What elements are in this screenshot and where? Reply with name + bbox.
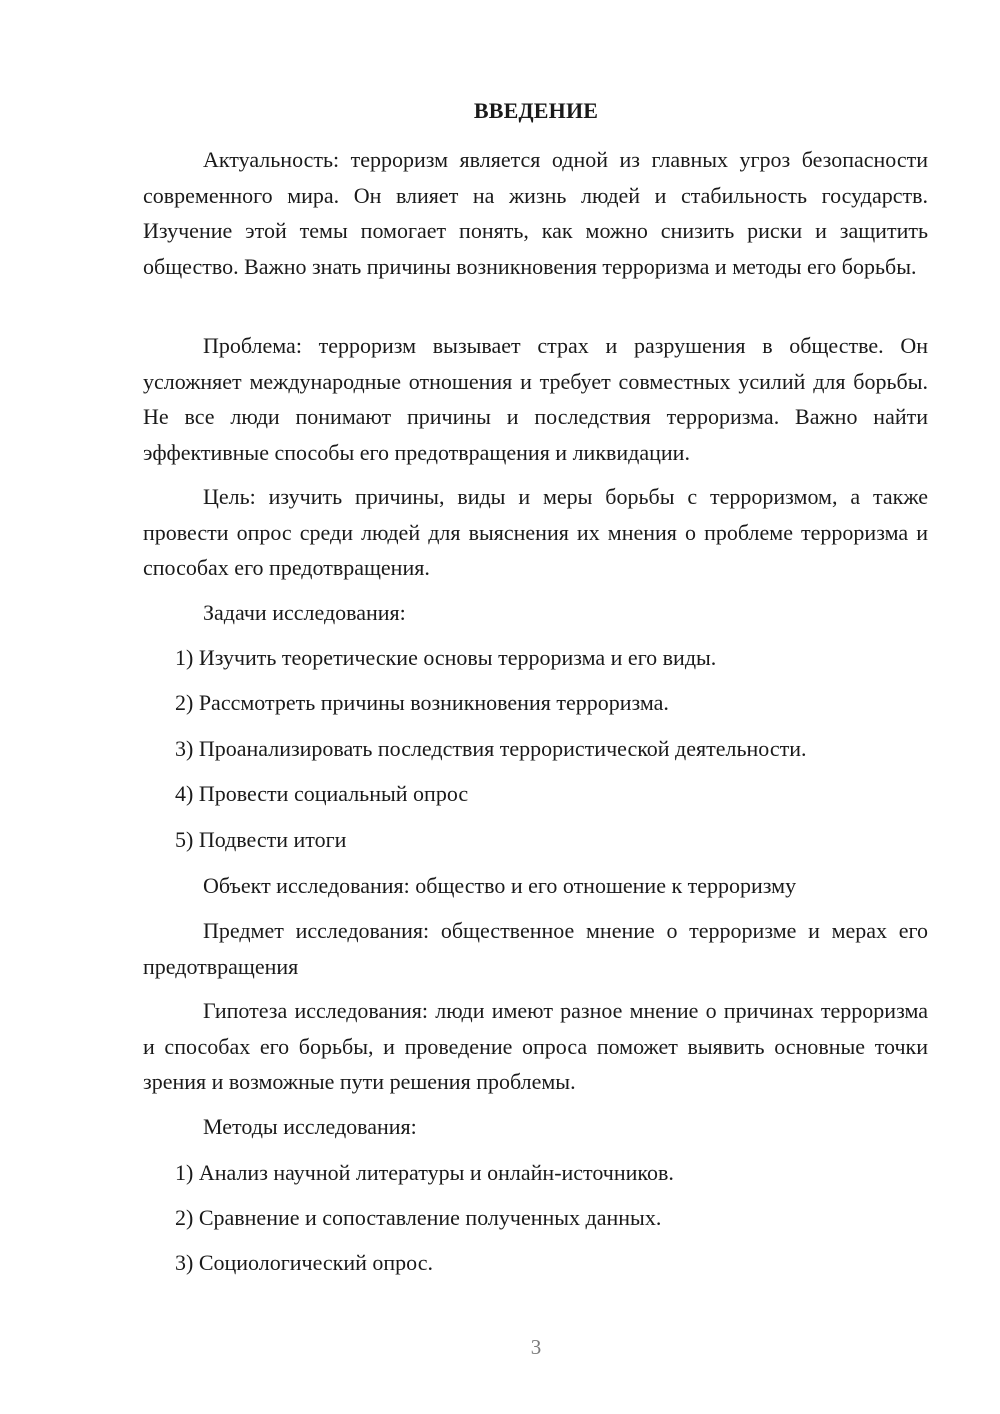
tasks-item-2-block xyxy=(143,685,928,721)
goal-block xyxy=(143,479,928,586)
goal-paragraph: Цель: изучить причины, виды и меры борьбы с терроризмом, а также провести опрос среди людей для выяснения их мнения о проблеме терроризма и способах его предотвращения. xyxy=(143,484,928,580)
methods-heading-block xyxy=(143,1109,928,1145)
tasks-item-5-block xyxy=(143,822,928,858)
tasks-list-item: 2) Рассмотреть причины возникновения терроризма. xyxy=(175,690,669,715)
tasks-heading-block xyxy=(143,595,928,631)
tasks-list-item: 3) Проанализировать последствия террористической деятельности. xyxy=(175,736,807,761)
tasks-list-item: 4) Провести социальный опрос xyxy=(175,781,469,806)
tasks-item-3-block xyxy=(143,731,928,767)
problem-paragraph: Проблема: терроризм вызывает страх и разрушения в обществе. Он усложняет международные отношения и требует совместных усилий для борьбы. Не все люди понимают причины и последствия терроризма. Важно найти эффективные способы его предотвращения и ликвидации. xyxy=(143,333,928,465)
problem-block xyxy=(143,328,928,470)
object-paragraph: Объект исследования: общество и его отношение к терроризму xyxy=(203,873,797,898)
methods-item-3-block xyxy=(143,1245,928,1281)
tasks-item-1-block xyxy=(143,640,928,676)
methods-list-item: 1) Анализ научной литературы и онлайн-источников. xyxy=(175,1160,674,1185)
tasks-list-item: 5) Подвести итоги xyxy=(175,827,347,852)
hypothesis-block xyxy=(143,993,928,1100)
tasks-heading: Задачи исследования: xyxy=(203,600,406,625)
methods-list-item: 3) Социологический опрос. xyxy=(175,1250,433,1275)
section-title: ВВЕДЕНИЕ xyxy=(473,98,599,123)
relevance-block xyxy=(143,142,928,284)
tasks-list-item: 1) Изучить теоретические основы терроризма и его виды. xyxy=(175,645,717,670)
methods-heading: Методы исследования: xyxy=(203,1114,417,1139)
subject-block xyxy=(143,913,928,984)
hypothesis-paragraph: Гипотеза исследования: люди имеют разное мнение о причинах терроризма и способах его борьбы, и проведение опроса поможет выявить основные точки зрения и возможные пути решения проблемы. xyxy=(143,998,928,1094)
methods-item-1-block xyxy=(143,1155,928,1191)
tasks-item-4-block xyxy=(143,776,928,812)
object-block xyxy=(143,868,928,904)
subject-paragraph: Предмет исследования: общественное мнение о терроризме и мерах его предотвращения xyxy=(143,918,928,979)
methods-item-2-block xyxy=(143,1200,928,1236)
page-number: 3 xyxy=(530,1335,542,1359)
relevance-paragraph: Актуальность: терроризм является одной из главных угроз безопасности современного мира. Он влияет на жизнь людей и стабильность государств. Изучение этой темы помогает понять, как можно снизить риски и защитить общество. Важно знать причины возникновения терроризма и методы его борьбы. xyxy=(143,147,928,279)
methods-list-item: 2) Сравнение и сопоставление полученных данных. xyxy=(175,1205,662,1230)
